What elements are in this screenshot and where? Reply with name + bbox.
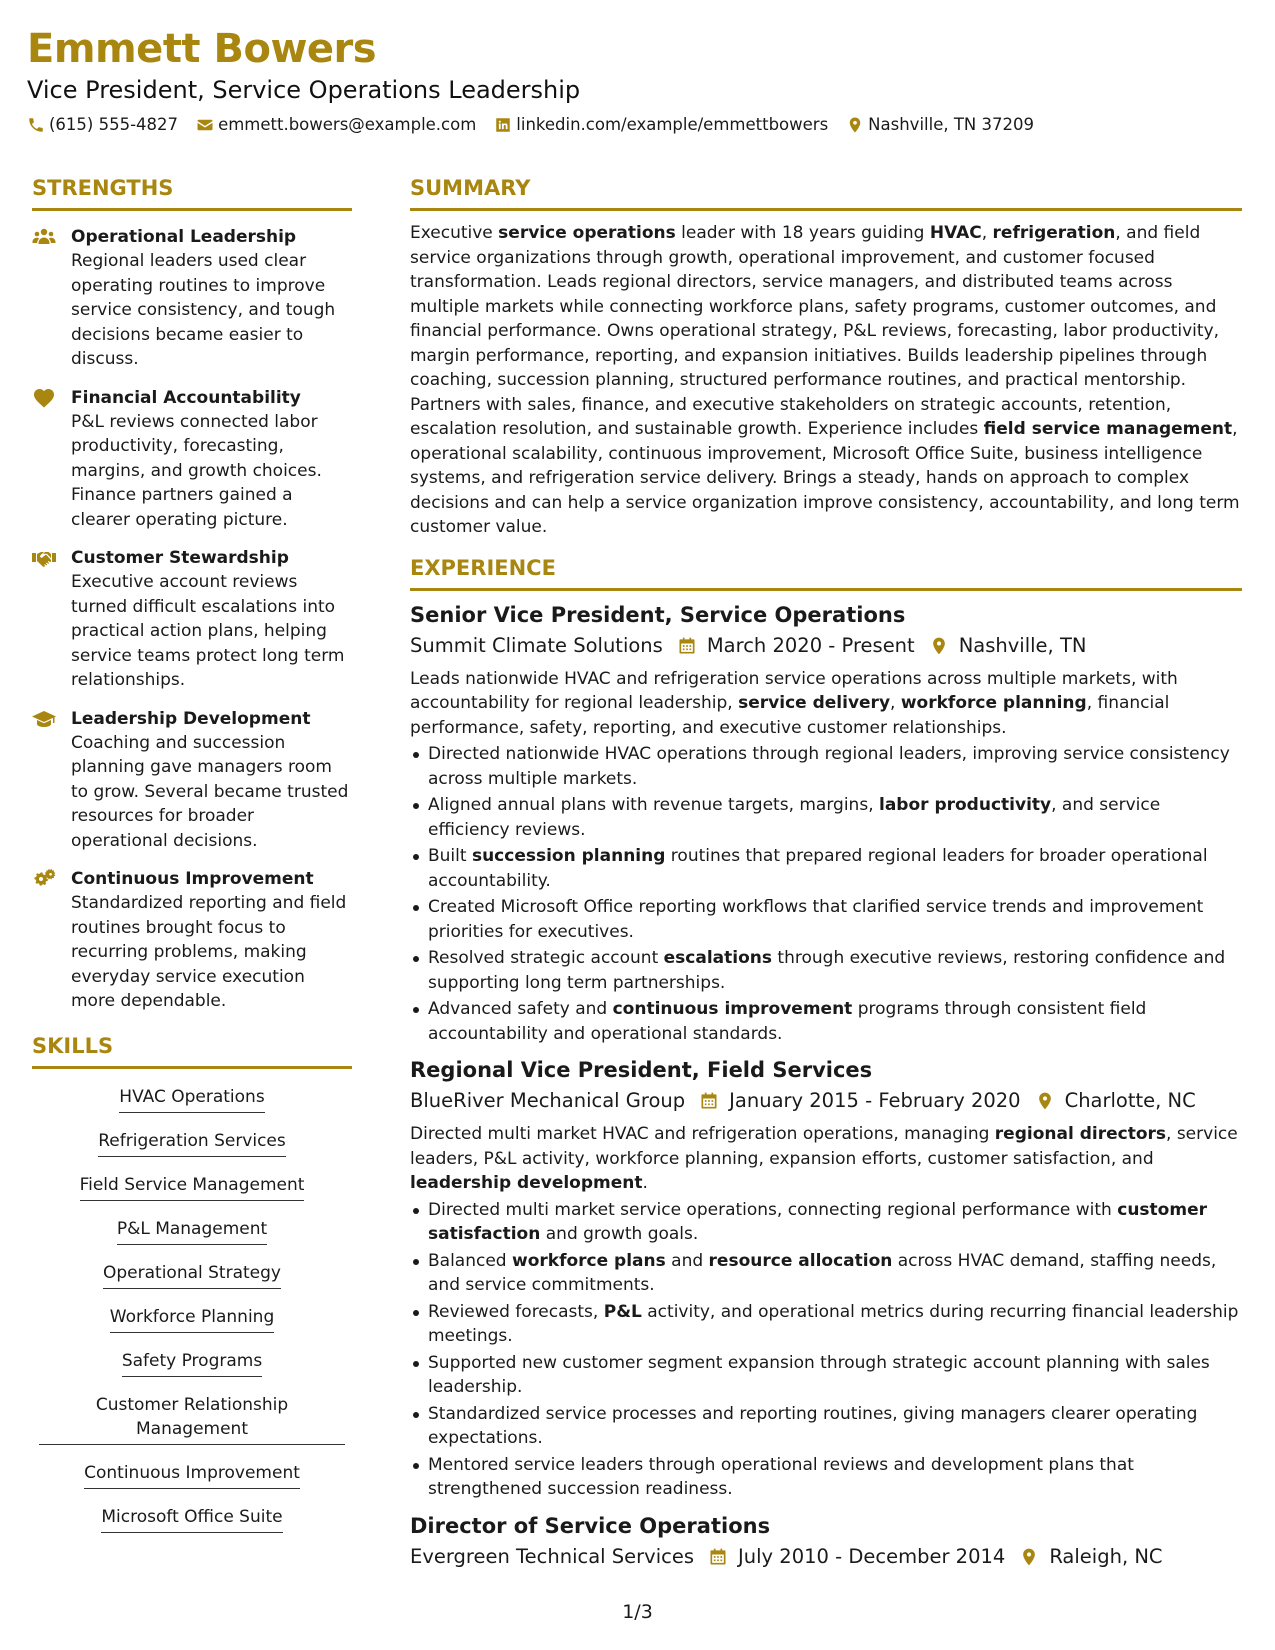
job-meta (410, 631, 1242, 661)
skill-tag: HVAC Operations (119, 1085, 264, 1113)
skill-tag: Workforce Planning (110, 1305, 275, 1333)
calendar-icon (708, 1547, 728, 1567)
emphasis-text: HVAC (929, 223, 982, 243)
emphasis-text: customer satisfaction (428, 1199, 1207, 1244)
skill-tag: Safety Programs (122, 1349, 262, 1377)
skill-tag: Operational Strategy (103, 1261, 281, 1289)
envelope-icon (196, 116, 214, 134)
job-description: Directed multi market HVAC and refrigeration operations, managing regional directors, service leaders, P&L activity, workforce planning, expansion efforts, customer satisfaction, and leadership development. (410, 1124, 1238, 1193)
job-bullet: Standardized service processes and reporting routines, giving managers clearer operating expectations. (410, 1402, 1242, 1451)
job-bullet: Supported new customer segment expansion through strategic account planning with sales leadership. (410, 1351, 1242, 1400)
skill-tag: Customer Relationship Management (39, 1393, 345, 1445)
emphasis-text: service operations (498, 223, 676, 243)
company-name: Summit Climate Solutions (410, 633, 663, 657)
location-text: Nashville, TN 37209 (868, 115, 1034, 134)
skill-tag: Refrigeration Services (98, 1129, 286, 1157)
map-pin-icon (846, 116, 864, 134)
strength-item (32, 225, 352, 372)
job-description: Leads nationwide HVAC and refrigeration service operations across multiple markets, with accountability for regional leadership, service delivery, workforce planning, financial performance, safety, reporting, and executive customer relationships. (410, 668, 1178, 738)
calendar-icon (699, 1091, 719, 1111)
job-bullet: Resolved strategic account escalations through executive reviews, restoring confidence and supporting long term partnerships. (410, 946, 1242, 995)
job-meta (410, 1542, 1242, 1572)
emphasis-text: service delivery (738, 693, 891, 713)
strength-title: Financial Accountability (71, 387, 301, 408)
job-bullet: Advanced safety and continuous improvement programs through consistent field accountability and operational standards. (410, 997, 1242, 1046)
strengths-heading: STRENGTHS (32, 174, 352, 211)
phone-text: (615) 555-4827 (49, 115, 179, 134)
linkedin-icon (494, 116, 512, 134)
emphasis-text: regional directors (994, 1124, 1167, 1144)
job-bullet: Built succession planning routines that prepared regional leaders for broader operational accountability. (410, 844, 1242, 893)
job-bullet: Directed nationwide HVAC operations through regional leaders, improving service consistency across multiple markets. (410, 742, 1242, 791)
handshake-icon (32, 547, 56, 569)
right-column (410, 174, 1242, 1572)
company-name: BlueRiver Mechanical Group (410, 1089, 686, 1112)
job-title: Regional Vice President, Field Services (410, 1058, 873, 1082)
skills-list (32, 1085, 352, 1549)
strength-desc: Standardized reporting and field routines brought focus to recurring problems, making everyday service execution more dependable. (71, 893, 347, 1011)
strength-title: Continuous Improvement (71, 869, 314, 889)
map-pin-icon (1019, 1547, 1039, 1567)
strength-desc: Coaching and succession planning gave managers room to grow. Several became trusted resources for broader operational decisions. (71, 732, 349, 851)
summary-heading: SUMMARY (410, 174, 1242, 211)
contact-linkedin[interactable] (494, 114, 828, 136)
emphasis-text: workforce planning (900, 693, 1087, 713)
contact-location (846, 114, 1034, 136)
resume-header (27, 24, 1247, 136)
job-location: Raleigh, NC (1049, 1544, 1163, 1568)
summary-text: Executive service operations leader with 18 years guiding HVAC, refrigeration, and field service organizations through growth, operational improvement, and customer focused transformation. Leads regional directors, service managers, and distributed teams across multiple markets while connecting workforce plans, safety programs, customer outcomes, and financial performance. Owns operational strategy, P&L reviews, forecasting, labor productivity, margin performance, reporting, and expansion initiatives. Builds leadership pipelines through coaching, succession planning, structured performance routines, and practical mentorship. Partners with sales, finance, and executive stakeholders on strategic accounts, retention, escalation resolution, and sustainable growth. Experience includes field service management, operational scalability, continuous improvement, Microsoft Office Suite, business intelligence systems, and refrigeration service delivery. Brings a steady, hands on approach to complex decisions and can help a service organization improve consistency, accountability, and long term customer value. (410, 223, 1240, 537)
strength-item (32, 707, 352, 854)
job-location: Nashville, TN (958, 633, 1087, 657)
emphasis-text: escalations (663, 948, 773, 968)
strength-desc: Executive account reviews turned difficult escalations into practical action plans, helping service teams protect long term relationships. (71, 572, 345, 690)
strength-title: Leadership Development (71, 708, 311, 729)
company-name: Evergreen Technical Services (410, 1544, 695, 1568)
users-icon (32, 226, 56, 248)
emphasis-text: labor productivity (879, 795, 1052, 815)
skill-tag: Field Service Management (80, 1173, 305, 1201)
job-dates: July 2010 - December 2014 (738, 1544, 1006, 1568)
job-bullet: Balanced workforce plans and resource allocation across HVAC demand, staffing needs, and service commitments. (410, 1249, 1242, 1298)
emphasis-text: succession planning (471, 846, 666, 866)
emphasis-text: field service management (983, 419, 1233, 439)
skill-tag: Microsoft Office Suite (101, 1505, 282, 1533)
gears-icon (32, 868, 56, 890)
strength-title: Customer Stewardship (71, 548, 289, 568)
job-bullet: Reviewed forecasts, P&L activity, and operational metrics during recurring financial leadership meetings. (410, 1300, 1242, 1349)
emphasis-text: P&L (603, 1301, 642, 1322)
strength-title: Operational Leadership (71, 227, 297, 247)
experience-heading: EXPERIENCE (410, 554, 1242, 591)
map-pin-icon (929, 636, 949, 656)
job-location: Charlotte, NC (1064, 1089, 1196, 1112)
strength-item (32, 386, 352, 533)
job-dates: March 2020 - Present (706, 633, 915, 657)
contact-email[interactable] (196, 114, 476, 136)
linkedin-text[interactable]: linkedin.com/example/emmettbowers (516, 115, 829, 134)
strength-desc: P&L reviews connected labor productivity, forecasting, margins, and growth choices. Finance partners gained a clearer operating picture. (71, 411, 322, 530)
job-bullet: Created Microsoft Office reporting workflows that clarified service trends and improvement priorities for executives. (410, 895, 1242, 944)
strength-item (32, 546, 352, 693)
emphasis-text: workforce plans (512, 1250, 666, 1271)
phone-icon (27, 116, 45, 134)
emphasis-text: leadership development (410, 1173, 643, 1193)
job-bullets (410, 742, 1242, 1046)
left-column (32, 174, 352, 1549)
skill-tag: P&L Management (117, 1217, 267, 1245)
page-number: 1/3 (622, 1601, 653, 1623)
job-entry (410, 1056, 1242, 1502)
strengths-list (32, 225, 352, 1014)
job-bullets (410, 1198, 1242, 1502)
heart-icon (32, 387, 56, 409)
job-bullet: Aligned annual plans with revenue targets, margins, labor productivity, and service efficiency reviews. (410, 793, 1242, 842)
contact-phone (27, 114, 178, 136)
job-title: Director of Service Operations (410, 1513, 771, 1538)
skill-tag: Continuous Improvement (84, 1461, 300, 1489)
job-bullet: Mentored service leaders through operational reviews and development plans that strengthened succession readiness. (410, 1453, 1242, 1502)
email-text[interactable]: emmett.bowers@example.com (218, 115, 477, 134)
emphasis-text: resource allocation (708, 1250, 893, 1271)
emphasis-text: refrigeration (992, 223, 1116, 243)
candidate-name: Emmett Bowers (27, 26, 377, 72)
job-entry (410, 1512, 1242, 1572)
candidate-title: Vice President, Service Operations Leadership (27, 76, 581, 104)
emphasis-text: continuous improvement (612, 999, 853, 1019)
graduation-cap-icon (32, 708, 56, 730)
strength-item (32, 867, 352, 1014)
job-meta (410, 1086, 1242, 1116)
skills-heading: SKILLS (32, 1032, 352, 1069)
job-dates: January 2015 - February 2020 (729, 1089, 1021, 1112)
calendar-icon (677, 636, 697, 656)
job-bullet: Directed multi market service operations, connecting regional performance with customer satisfaction and growth goals. (410, 1198, 1242, 1247)
strength-desc: Regional leaders used clear operating routines to improve service consistency, and tough decisions became easier to discuss. (71, 251, 336, 369)
job-title: Senior Vice President, Service Operations (410, 602, 906, 627)
map-pin-icon (1035, 1091, 1055, 1111)
contact-bar (27, 114, 1247, 136)
job-entry (410, 601, 1242, 1047)
